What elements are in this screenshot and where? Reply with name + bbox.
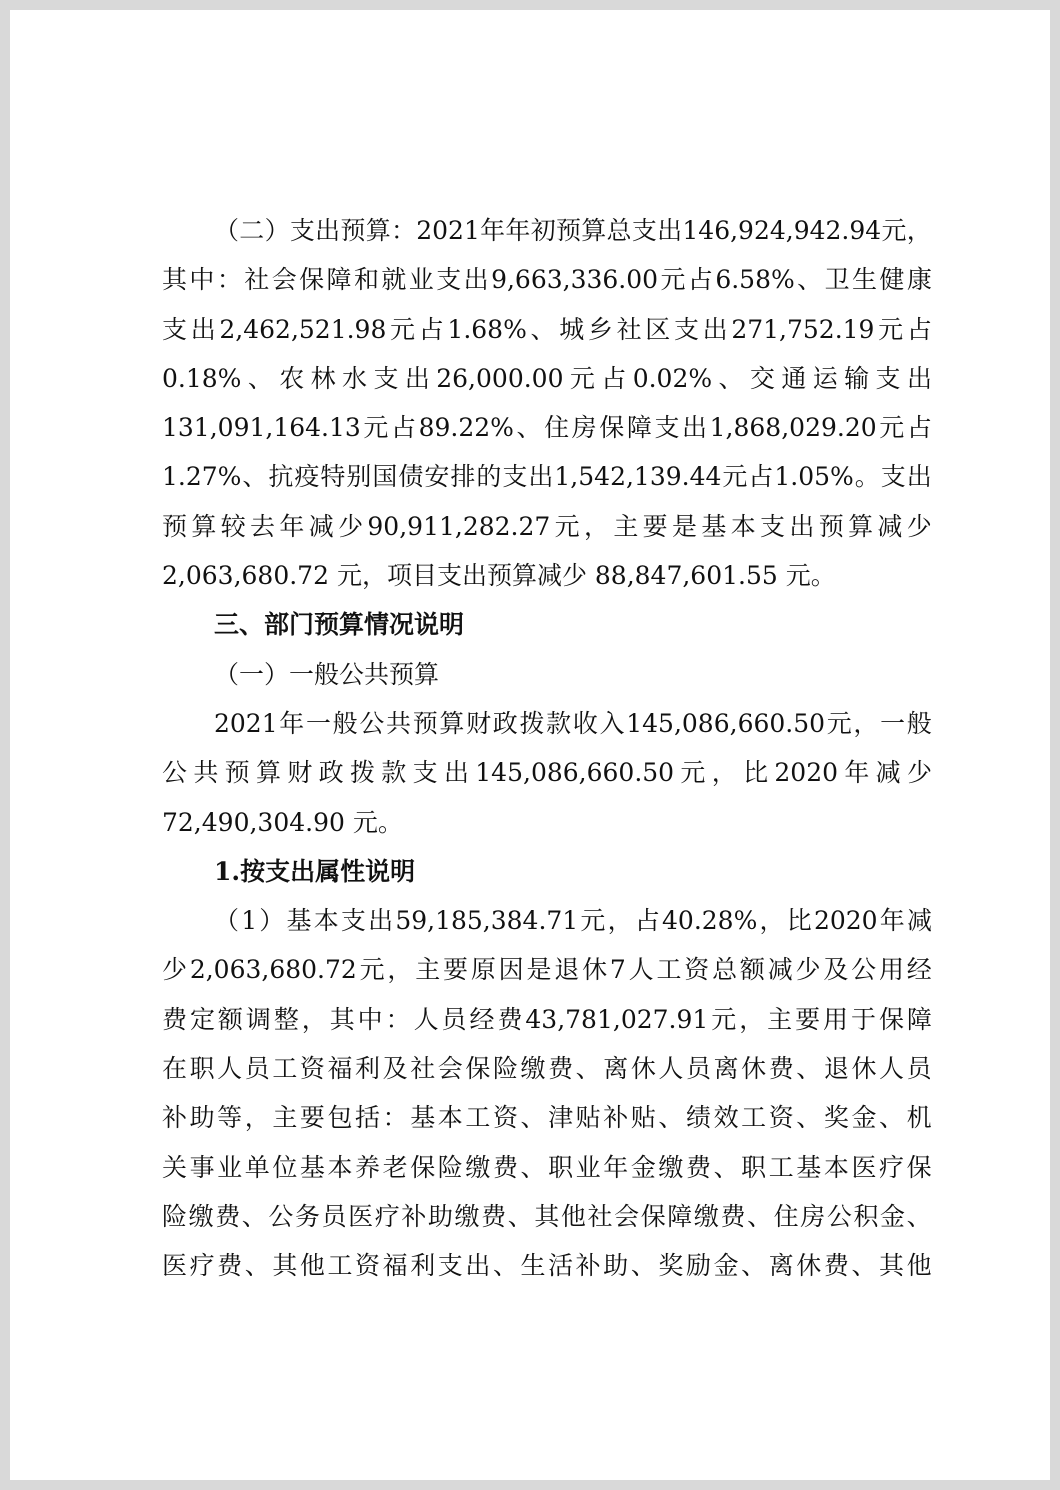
text-line: 2021 年 一 般 公 共 预 算 财 政 拨 款 收 入 145,086,660.50 元 ， 一 般 bbox=[214, 708, 932, 738]
text-line: （ 二 ） 支 出 预 算 ： 2021 年 年 初 预 算 总 支 出 146,924,942.94 元 ， bbox=[214, 216, 932, 245]
text-line: 131,091,164.13 元 占 89.22% 、 住 房 保 障 支 出 1,868,029.20 元 占 bbox=[162, 413, 932, 443]
text-line: （一）一般公共预算 bbox=[214, 659, 440, 689]
text-line: 公 共 预 算 财 政 拨 款 支 出 145,086,660.50 元 ， 比 2020 年 减 少 bbox=[162, 758, 932, 788]
text-line: 险 缴 费 、 公 务 员 医 疗 补 助 缴 费 、 其 他 社 会 保 障 缴 费 、 住 房 公 积 金 、 bbox=[162, 1201, 932, 1231]
text-line: 在 职 人 员 工 资 福 利 及 社 会 保 险 缴 费 、 离 休 人 员 离 休 费 、 退 休 人 员 bbox=[162, 1054, 932, 1084]
document-page bbox=[10, 10, 1050, 1480]
text-line: 医 疗 费 、 其 他 工 资 福 利 支 出 、 生 活 补 助 、 奖 励 金 、 离 休 费 、 其 他 bbox=[162, 1251, 932, 1281]
text-line: （ 1 ） 基 本 支 出 59,185,384.71 元 ， 占 40.28% ， 比 2020 年 减 bbox=[214, 906, 932, 936]
text-line: 预 算 较 去 年 减 少 90,911,282.27 元 ， 主 要 是 基 本 支 出 预 算 减 少 bbox=[162, 511, 932, 541]
document-body bbox=[162, 206, 932, 1291]
section-heading: 三、部门预算情况说明 bbox=[214, 610, 465, 640]
section-heading: 1.按支出属性说明 bbox=[214, 856, 416, 886]
text-line: 2,063,680.72 元，项目支出预算减少 88,847,601.55 元。 bbox=[162, 561, 836, 591]
text-line: 少 2,063,680.72 元 ， 主 要 原 因 是 退 休 7 人 工 资 总 额 减 少 及 公 用 经 bbox=[162, 955, 932, 985]
text-line: 1.27% 、 抗 疫 特 别 国 债 安 排 的 支 出 1,542,139.44 元 占 1.05% 。 支 出 bbox=[162, 462, 932, 492]
text-line: 0.18% 、 农 林 水 支 出 26,000.00 元 占 0.02% 、 交 通 运 输 支 出 bbox=[162, 363, 932, 393]
text-line: 72,490,304.90 元。 bbox=[162, 807, 403, 837]
text-line: 关 事 业 单 位 基 本 养 老 保 险 缴 费 、 职 业 年 金 缴 费 、 职 工 基 本 医 疗 保 bbox=[162, 1152, 932, 1182]
text-line: 费 定 额 调 整 ， 其 中 ： 人 员 经 费 43,781,027.91 元 ， 主 要 用 于 保 障 bbox=[162, 1004, 932, 1034]
text-line: 其 中 ： 社 会 保 障 和 就 业 支 出 9,663,336.00 元 占 6.58% 、 卫 生 健 康 bbox=[162, 265, 932, 295]
text-line: 支 出 2,462,521.98 元 占 1.68% 、 城 乡 社 区 支 出 271,752.19 元 占 bbox=[162, 314, 932, 344]
text-line: 补 助 等 ， 主 要 包 括 ： 基 本 工 资 、 津 贴 补 贴 、 绩 效 工 资 、 奖 金 、 机 bbox=[162, 1103, 932, 1133]
